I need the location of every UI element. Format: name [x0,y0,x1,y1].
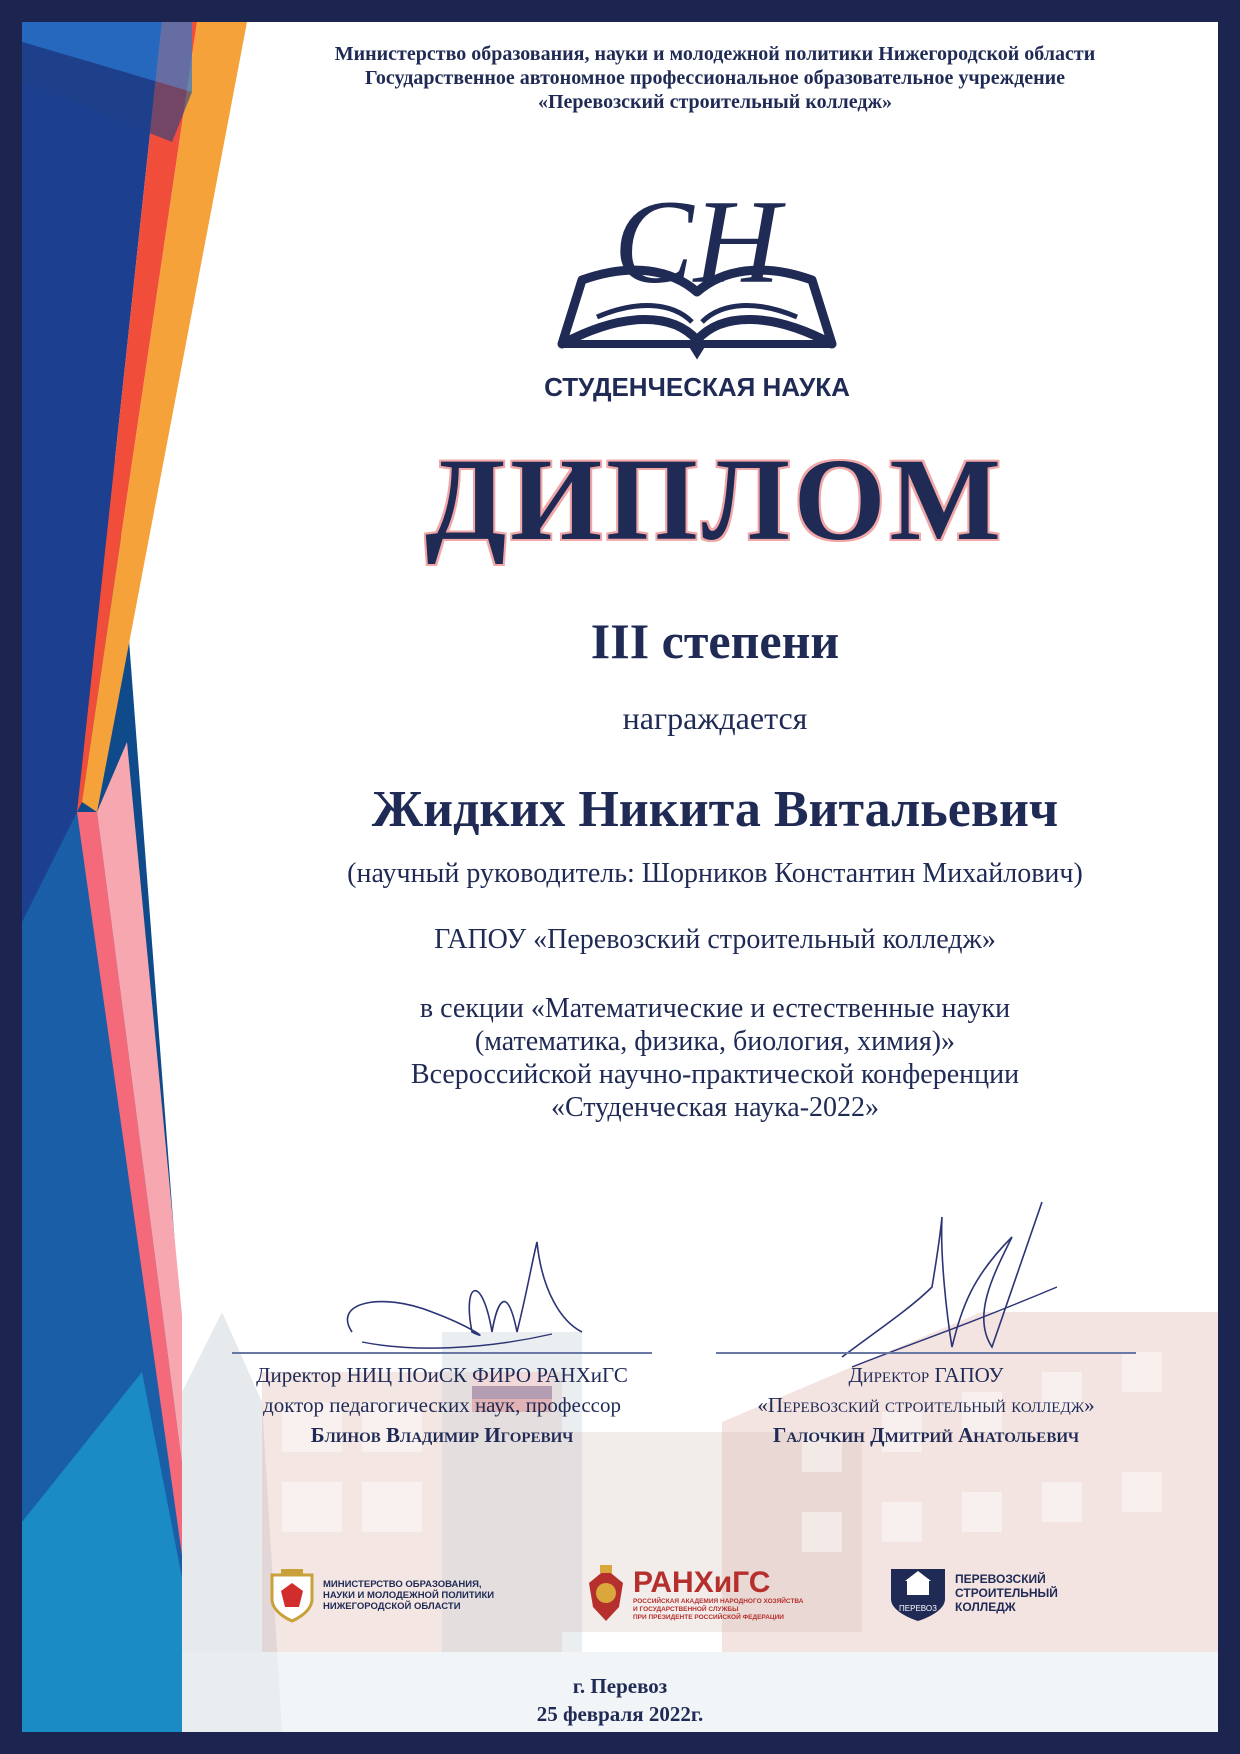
partner-logos [267,1557,1167,1637]
signer-position: Директор НИЦ ПОиСК ФИРО РАНХиГС [256,1363,628,1387]
ministry-title: Министерство образования, науки и молодежной политики Нижегородской области [334,43,1096,65]
section-line-3: Всероссийской научно-практической конференции [410,1059,1020,1090]
awarded-label: награждается [622,700,808,736]
ranepa-name: РАНХиГС [633,1566,771,1599]
signer-title: доктор педагогических наук, профессор [263,1393,621,1417]
section-line-2: (математика, физика, биология, химия)» [474,1026,956,1057]
signature-left-image [322,1222,602,1372]
signer-name: Блинов Владимир Игоревич [310,1423,574,1447]
college-logo [887,1563,1058,1623]
open-book-icon [542,162,852,412]
college-name: «Перевозский строительный колледж» [537,91,892,113]
logo-caption: СТУДЕНЧЕСКАЯ НАУКА [544,372,850,402]
supervisor-line: (научный руководитель: Шорников Константин Михайлович) [347,858,1083,889]
section-line-1: в секции «Математические и естественные науки [419,993,1011,1024]
signature-line [716,1352,1136,1354]
college-shield-icon [887,1563,949,1623]
signature-block-right [716,1352,1136,1450]
diploma-degree: III степени [590,613,840,669]
issuer-header [212,42,1218,114]
issue-place-date [22,1672,1218,1728]
recipient-name: Жидких Никита Витальевич [371,781,1059,838]
college-badge-text: ПЕРЕВОЗ [899,1604,937,1613]
signature-right-image [822,1197,1072,1377]
issue-date: 25 февраля 2022г. [536,1702,704,1726]
issue-place: г. Перевоз [572,1674,668,1698]
diploma-sheet [22,22,1218,1732]
ranepa-line-1: РОССИЙСКАЯ АКАДЕМИЯ НАРОДНОГО ХОЗЯЙСТВА [633,1598,804,1605]
institution-type: Государственное автономное профессиональное образовательное учреждение [364,67,1066,89]
eagle-emblem-icon [585,1565,627,1625]
ministry-line-1: МИНИСТЕРСТВО ОБРАЗОВАНИЯ, [323,1578,482,1590]
college-logo-line-3: КОЛЛЕДЖ [955,1600,1016,1614]
coat-of-arms-icon [267,1567,317,1623]
section-description [212,992,1218,1124]
ranepa-logo [585,1565,804,1625]
student-science-logo [542,162,852,412]
college-logo-line-1: ПЕРЕВОЗСКИЙ [955,1572,1046,1586]
ranepa-line-2: И ГОСУДАРСТВЕННОЙ СЛУЖБЫ [633,1606,739,1613]
ranepa-line-3: ПРИ ПРЕЗИДЕНТЕ РОССИЙСКОЙ ФЕДЕРАЦИИ [633,1614,784,1621]
ministry-line-3: НИЖЕГОРОДСКОЙ ОБЛАСТИ [323,1600,461,1612]
signer-name: Галочкин Дмитрий Анатольевич [772,1423,1079,1447]
organization-line: ГАПОУ «Перевозский строительный колледж» [434,924,996,955]
signer-position: Директор ГАПОУ [848,1363,1004,1387]
signature-line [232,1352,652,1354]
section-line-4: «Студенческая наука-2022» [550,1092,880,1123]
ministry-line-2: НАУКИ И МОЛОДЕЖНОЙ ПОЛИТИКИ [323,1589,495,1601]
ministry-logo [267,1567,494,1623]
diploma-title: ДИПЛОМ [425,434,1005,565]
college-logo-line-2: СТРОИТЕЛЬНЫЙ [955,1586,1058,1600]
logo-monogram: СН [613,175,781,308]
signer-organization: «Перевозский строительный колледж» [757,1393,1095,1417]
signature-block-left [232,1352,652,1450]
